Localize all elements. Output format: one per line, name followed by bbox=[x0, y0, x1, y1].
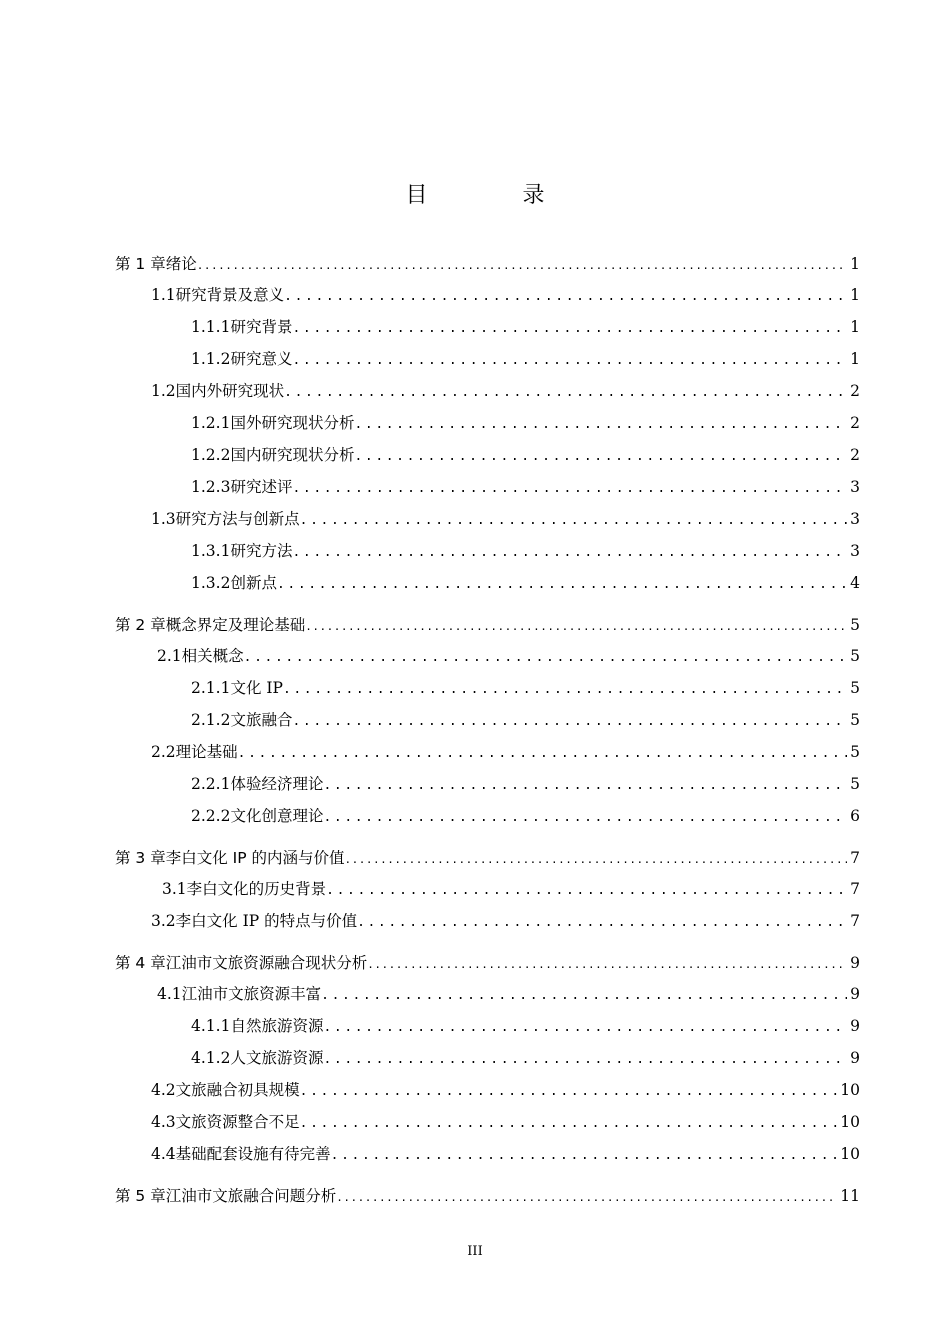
toc-entry-label: 国外研究现状分析 bbox=[230, 414, 355, 432]
toc-entry-number: 1.1 bbox=[151, 286, 176, 304]
toc-entry-number: 2.1.2 bbox=[191, 711, 231, 729]
toc-entry-label: 文旅资源整合不足 bbox=[175, 1113, 300, 1131]
toc-entry[interactable] bbox=[151, 506, 860, 532]
toc-dot-leader bbox=[300, 508, 847, 534]
toc-entry-number: 4.2 bbox=[151, 1081, 176, 1099]
toc-entry-label: 研究背景及意义 bbox=[175, 286, 285, 304]
toc-entry-page: 7 bbox=[850, 912, 860, 930]
toc-entry-number: 第 2 章 bbox=[115, 616, 166, 634]
toc-entry[interactable] bbox=[191, 474, 860, 500]
toc-entry-label: 李白文化 IP 的内涵与价值 bbox=[165, 849, 345, 867]
toc-entry-page: 2 bbox=[850, 382, 860, 400]
toc-dot-leader bbox=[238, 741, 847, 767]
toc-entry-page: 2 bbox=[850, 414, 860, 432]
toc-entry[interactable] bbox=[191, 803, 860, 829]
toc-entry[interactable] bbox=[115, 251, 860, 277]
toc-entry-page: 7 bbox=[850, 880, 860, 898]
toc-dot-leader bbox=[292, 540, 847, 566]
toc-entry-page: 9 bbox=[850, 985, 860, 1003]
toc-dot-leader bbox=[197, 253, 847, 279]
toc-entry-number: 2.1 bbox=[157, 647, 182, 665]
toc-entry-page: 4 bbox=[850, 574, 860, 592]
toc-dot-leader bbox=[292, 709, 847, 735]
toc-entry-number: 2.2.1 bbox=[191, 775, 231, 793]
toc-dot-leader bbox=[292, 476, 847, 502]
toc-entry-label: 李白文化的历史背景 bbox=[186, 880, 327, 898]
toc-entry-label: 绪论 bbox=[165, 255, 197, 273]
toc-entry-number: 1.1.2 bbox=[191, 350, 231, 368]
toc-dot-leader bbox=[300, 1079, 838, 1105]
toc-dot-leader bbox=[292, 348, 847, 374]
toc-entry-number: 1.2.2 bbox=[191, 446, 231, 464]
toc-dot-leader bbox=[244, 645, 847, 671]
toc-entry-page: 9 bbox=[850, 1017, 860, 1035]
toc-dot-leader bbox=[292, 316, 847, 342]
toc-entry-page: 9 bbox=[850, 1049, 860, 1067]
toc-entry[interactable] bbox=[162, 876, 860, 902]
toc-dot-leader bbox=[357, 910, 847, 936]
toc-entry-number: 1.1.1 bbox=[191, 318, 231, 336]
toc-entry-number: 1.2 bbox=[151, 382, 176, 400]
toc-entry-number: 1.2.3 bbox=[191, 478, 231, 496]
toc-entry-label: 文化 IP bbox=[230, 679, 283, 697]
toc-entry[interactable] bbox=[151, 908, 860, 934]
toc-entry-page: 5 bbox=[850, 647, 860, 665]
toc-entry-page: 10 bbox=[840, 1145, 860, 1163]
toc-entry[interactable] bbox=[191, 1013, 860, 1039]
toc-dot-leader bbox=[323, 773, 847, 799]
toc-entry-number: 2.2 bbox=[151, 743, 176, 761]
toc-entry-number: 4.1.1 bbox=[191, 1017, 231, 1035]
toc-entry[interactable] bbox=[191, 442, 860, 468]
toc-dot-leader bbox=[323, 1015, 847, 1041]
toc-dot-leader bbox=[354, 444, 847, 470]
toc-entry-number: 1.2.1 bbox=[191, 414, 231, 432]
toc-dot-leader bbox=[277, 572, 847, 598]
toc-entry-label: 江油市文旅资源融合现状分析 bbox=[165, 954, 368, 972]
toc-entry-label: 研究背景 bbox=[230, 318, 293, 336]
toc-dot-leader bbox=[323, 805, 847, 831]
toc-entry-number: 第 4 章 bbox=[115, 954, 166, 972]
toc-entry[interactable] bbox=[151, 1077, 860, 1103]
toc-entry-label: 文旅融合 bbox=[230, 711, 293, 729]
toc-entry-label: 自然旅游资源 bbox=[230, 1017, 324, 1035]
toc-entry[interactable] bbox=[191, 538, 860, 564]
toc-entry[interactable] bbox=[191, 675, 860, 701]
page-number-footer: III bbox=[467, 1244, 483, 1259]
toc-entry-label: 研究意义 bbox=[230, 350, 293, 368]
toc-entry-page: 3 bbox=[850, 478, 860, 496]
toc-entry[interactable] bbox=[115, 1183, 860, 1209]
toc-entry-page: 5 bbox=[850, 711, 860, 729]
toc-entry[interactable] bbox=[151, 739, 860, 765]
toc-dot-leader bbox=[323, 1047, 847, 1073]
toc-entry[interactable] bbox=[191, 570, 860, 596]
toc-entry[interactable] bbox=[151, 282, 860, 308]
toc-entry-label: 相关概念 bbox=[181, 647, 244, 665]
toc-entry-number: 4.3 bbox=[151, 1113, 176, 1131]
toc-entry-page: 6 bbox=[850, 807, 860, 825]
toc-title: 目 录 bbox=[405, 183, 589, 208]
toc-entry[interactable] bbox=[157, 981, 860, 1007]
toc-entry-label: 国内研究现状分析 bbox=[230, 446, 355, 464]
toc-entry-page: 3 bbox=[850, 542, 860, 560]
toc-entry-page: 5 bbox=[850, 679, 860, 697]
toc-dot-leader bbox=[284, 284, 847, 310]
toc-entry-label: 研究述评 bbox=[230, 478, 293, 496]
toc-dot-leader bbox=[331, 1143, 838, 1169]
toc-entry-number: 2.2.2 bbox=[191, 807, 231, 825]
toc-entry-label: 理论基础 bbox=[175, 743, 238, 761]
toc-entry-label: 文化创意理论 bbox=[230, 807, 324, 825]
toc-entry-page: 10 bbox=[840, 1113, 860, 1131]
toc-entry-page: 11 bbox=[840, 1187, 860, 1205]
toc-entry-label: 江油市文旅融合问题分析 bbox=[165, 1187, 337, 1205]
toc-entry[interactable] bbox=[115, 950, 860, 976]
toc-entry-number: 3.1 bbox=[162, 880, 187, 898]
toc-entry[interactable] bbox=[191, 410, 860, 436]
toc-entry-number: 第 5 章 bbox=[115, 1187, 166, 1205]
toc-entry-number: 1.3.1 bbox=[191, 542, 231, 560]
toc-entry[interactable] bbox=[191, 771, 860, 797]
toc-entry-number: 2.1.1 bbox=[191, 679, 231, 697]
toc-entry-page: 9 bbox=[850, 954, 860, 972]
toc-entry-page: 2 bbox=[850, 446, 860, 464]
toc-entry-number: 4.1.2 bbox=[191, 1049, 231, 1067]
toc-entry-page: 3 bbox=[850, 510, 860, 528]
toc-entry-page: 1 bbox=[850, 318, 860, 336]
toc-entry-page: 5 bbox=[850, 616, 860, 634]
toc-dot-leader bbox=[326, 878, 847, 904]
toc-entry-label: 研究方法 bbox=[230, 542, 293, 560]
toc-entry-number: 4.4 bbox=[151, 1145, 176, 1163]
toc-entry-number: 3.2 bbox=[151, 912, 176, 930]
toc-entry[interactable] bbox=[115, 845, 860, 871]
toc-entry-page: 1 bbox=[850, 350, 860, 368]
toc-entry-label: 研究方法与创新点 bbox=[175, 510, 300, 528]
toc-entry-number: 第 1 章 bbox=[115, 255, 166, 273]
toc-dot-leader bbox=[321, 983, 847, 1009]
toc-dot-leader bbox=[305, 614, 847, 640]
toc-entry-page: 1 bbox=[850, 286, 860, 304]
toc-entry-page: 5 bbox=[850, 775, 860, 793]
toc-entry-page: 5 bbox=[850, 743, 860, 761]
toc-entry-label: 创新点 bbox=[230, 574, 277, 592]
toc-entry[interactable] bbox=[191, 1045, 860, 1071]
toc-entry-label: 体验经济理论 bbox=[230, 775, 324, 793]
toc-entry[interactable] bbox=[151, 1141, 860, 1167]
toc-entry[interactable] bbox=[191, 314, 860, 340]
toc-dot-leader bbox=[300, 1111, 838, 1137]
toc-dot-leader bbox=[345, 847, 848, 873]
toc-entry[interactable] bbox=[115, 612, 860, 638]
toc-entry-number: 第 3 章 bbox=[115, 849, 166, 867]
toc-entry-number: 1.3.2 bbox=[191, 574, 231, 592]
toc-entry-page: 10 bbox=[840, 1081, 860, 1099]
toc-entry-number: 1.3 bbox=[151, 510, 176, 528]
toc-entry-number: 4.1 bbox=[157, 985, 182, 1003]
toc-entry[interactable] bbox=[157, 643, 860, 669]
toc-dot-leader bbox=[354, 412, 847, 438]
toc-entry-label: 文旅融合初具规模 bbox=[175, 1081, 300, 1099]
toc-entry-page: 7 bbox=[850, 849, 860, 867]
toc-entry-label: 李白文化 IP 的特点与价值 bbox=[175, 912, 358, 930]
toc-dot-leader bbox=[283, 677, 847, 703]
toc-entry-page: 1 bbox=[850, 255, 860, 273]
toc-entry-label: 国内外研究现状 bbox=[175, 382, 285, 400]
toc-entry-label: 江油市文旅资源丰富 bbox=[181, 985, 322, 1003]
toc-dot-leader bbox=[284, 380, 847, 406]
toc-entry[interactable] bbox=[191, 707, 860, 733]
toc-entry[interactable] bbox=[151, 1109, 860, 1135]
toc-entry-label: 概念界定及理论基础 bbox=[165, 616, 306, 634]
toc-entry[interactable] bbox=[191, 346, 860, 372]
toc-dot-leader bbox=[367, 952, 847, 978]
toc-entry-label: 基础配套设施有待完善 bbox=[175, 1145, 331, 1163]
toc-entry[interactable] bbox=[151, 378, 860, 404]
toc-dot-leader bbox=[336, 1185, 837, 1211]
toc-entry-label: 人文旅游资源 bbox=[230, 1049, 324, 1067]
